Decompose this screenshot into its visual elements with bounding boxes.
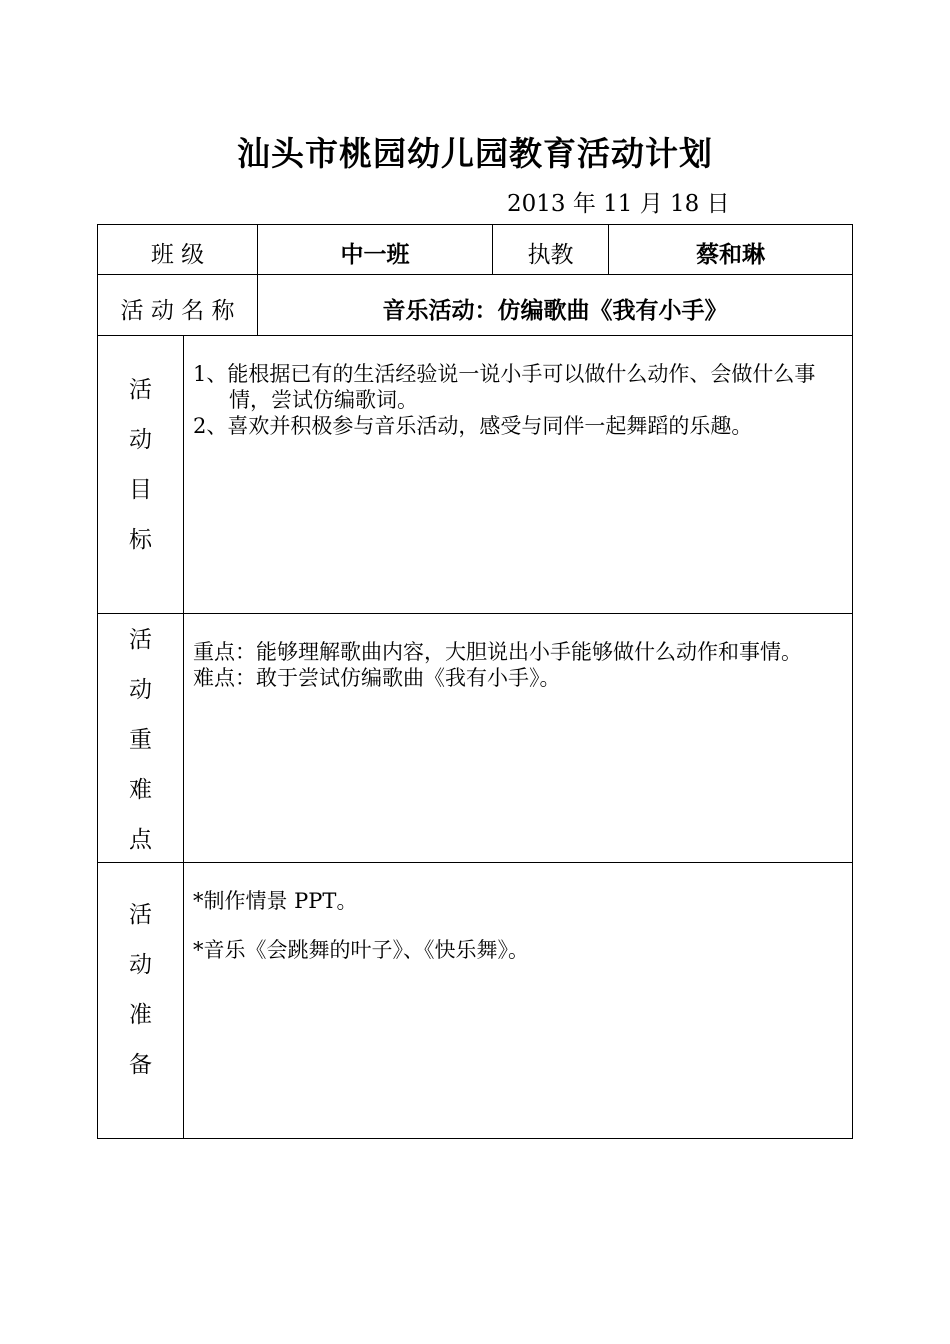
goal-item: 1、能根据已有的生活经验说一说小手可以做什么动作、会做什么事情，尝试仿编歌词。 xyxy=(193,362,816,412)
table-divider xyxy=(97,274,853,275)
class-value: 中一班 xyxy=(340,242,410,268)
goal-item: 2、喜欢并积极参与音乐活动，感受与同伴一起舞蹈的乐趣。 xyxy=(193,414,753,438)
preparation-item: *音乐《会跳舞的叶子》、《快乐舞》。 xyxy=(193,938,529,962)
document-title: 汕头市桃园幼儿园教育活动计划 xyxy=(237,134,713,173)
key-points-label-char: 难 xyxy=(129,777,152,803)
table-divider xyxy=(183,335,184,1139)
preparation-label-char: 备 xyxy=(129,1052,152,1078)
key-point-item: 难点：敢于尝试仿编歌曲《我有小手》。 xyxy=(193,666,561,690)
teacher-value: 蔡和琳 xyxy=(696,242,765,268)
preparation-label-char: 动 xyxy=(129,952,152,978)
key-points-label-char: 活 xyxy=(129,627,152,653)
teacher-label: 执教 xyxy=(527,242,574,268)
preparation-label xyxy=(98,890,183,1090)
activity-name-label: 活 动 名 称 xyxy=(120,298,235,324)
preparation-item: *制作情景 PPT。 xyxy=(193,889,358,913)
class-label: 班 级 xyxy=(150,242,205,268)
key-points-content xyxy=(193,639,847,691)
key-points-label-char: 重 xyxy=(129,727,152,753)
activity-name-value: 音乐活动：仿编歌曲《我有小手》 xyxy=(382,298,728,324)
preparation-label-char: 准 xyxy=(129,1002,152,1028)
table-divider xyxy=(97,862,853,863)
goals-content xyxy=(193,361,847,439)
key-points-label-char: 动 xyxy=(129,677,152,703)
preparation-label-char: 活 xyxy=(129,902,152,928)
goals-label-char: 动 xyxy=(129,427,152,453)
key-point-item: 重点：能够理解歌曲内容，大胆说出小手能够做什么动作和事情。 xyxy=(193,640,802,664)
table-border-right xyxy=(852,224,853,1139)
table-divider xyxy=(97,613,853,614)
goals-label xyxy=(98,365,183,565)
table-border-bottom xyxy=(97,1138,853,1139)
goals-label-char: 目 xyxy=(129,477,152,503)
table-divider xyxy=(97,335,853,336)
document-date: 2013 年 11 月 18 日 xyxy=(507,191,730,217)
table-border-top xyxy=(97,224,853,225)
key-points-label-char: 点 xyxy=(129,827,152,853)
goals-label-char: 标 xyxy=(129,527,152,553)
key-points-label xyxy=(98,615,183,865)
goals-label-char: 活 xyxy=(129,377,152,403)
